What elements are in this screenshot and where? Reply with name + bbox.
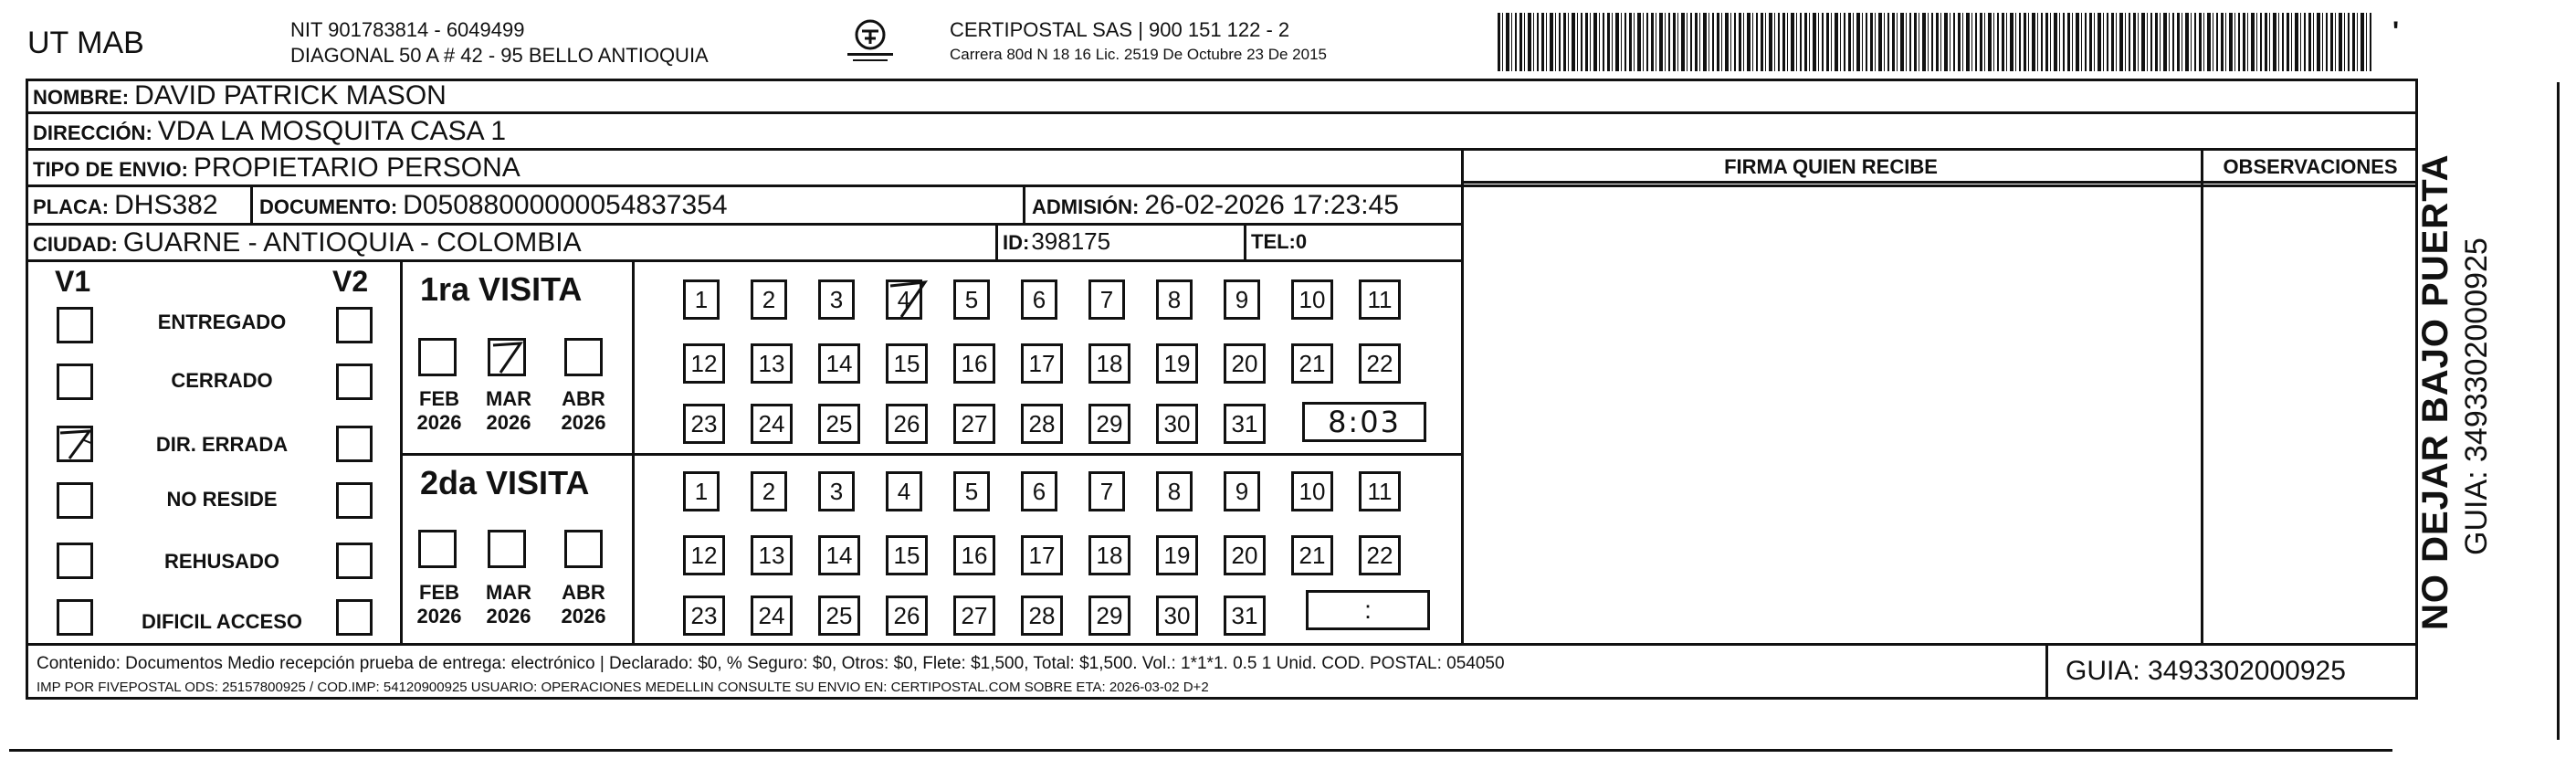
visita2-mar-checkbox[interactable] (488, 530, 526, 568)
footer-line-2: IMP POR FIVEPOSTAL ODS: 25157800925 / COD.IMP: 54120900925 USUARIO: OPERACIONES MEDELLIN CONSULTE SU ENVIO EN: CERTIPOSTAL.COM SOBRE ETA: 2026-03-02 D+2 (37, 680, 1209, 695)
ciudad-value: GUARNE - ANTIOQUIA - COLOMBIA (122, 227, 582, 258)
motivos-right-divider (400, 259, 403, 643)
observaciones-area[interactable] (2204, 184, 2416, 641)
visita2-day-13[interactable] (751, 535, 793, 575)
visita2-day-21[interactable] (1291, 535, 1333, 575)
day-number: 31 (1231, 409, 1258, 437)
entregado-label: ENTREGADO (157, 311, 287, 333)
visita1-day-8[interactable] (1156, 279, 1193, 320)
tipo-label: TIPO DE ENVIO: (33, 158, 188, 181)
visita1-mar-label (477, 387, 541, 435)
day-number: 19 (1163, 541, 1191, 569)
signature-left-divider (1461, 148, 1464, 643)
cerrado-label: CERRADO (171, 369, 273, 392)
day-number: 28 (1028, 409, 1056, 437)
placa-value: DHS382 (114, 190, 218, 220)
visita2-day-26[interactable] (886, 596, 928, 636)
day-number: 11 (1367, 285, 1393, 313)
visita1-day-24[interactable] (751, 404, 793, 444)
certipostal-logo (838, 18, 902, 66)
visita2-day-16[interactable] (953, 535, 995, 575)
tipo-row (33, 153, 520, 184)
day-number: 2 (762, 285, 776, 313)
ciudad-row (33, 227, 582, 258)
day-number: 29 (1096, 601, 1123, 629)
day-number: 18 (1096, 349, 1123, 377)
cerrado-v2-checkbox[interactable] (336, 364, 373, 400)
visita1-day-9[interactable] (1224, 279, 1260, 320)
check-mark-icon (57, 426, 93, 462)
day-number: 10 (1299, 477, 1326, 505)
visita2-feb-label (407, 581, 471, 628)
day-number: 11 (1367, 477, 1393, 505)
visita1-day-1[interactable] (683, 279, 720, 320)
visita2-day-14[interactable] (818, 535, 860, 575)
day-number: 6 (1032, 477, 1046, 505)
row-divider (26, 223, 1463, 226)
visita1-day-31[interactable] (1224, 404, 1266, 444)
day-number: 3 (829, 477, 844, 505)
placa-row (33, 190, 218, 221)
visita2-day-25[interactable] (818, 596, 860, 636)
documento-row (259, 190, 728, 221)
visita1-day-16[interactable] (953, 343, 995, 384)
day-number: 16 (961, 349, 988, 377)
visita2-day-9[interactable] (1224, 471, 1260, 511)
dificil-acceso-v1-checkbox[interactable] (57, 599, 93, 636)
direccion-value: VDA LA MOSQUITA CASA 1 (157, 116, 507, 146)
admision-label: ADMISIÓN: (1032, 195, 1140, 218)
day-number: 22 (1366, 541, 1393, 569)
day-number: 26 (893, 409, 920, 437)
day-number: 9 (1235, 285, 1249, 313)
visita1-day-20[interactable] (1224, 343, 1266, 384)
dificil-acceso-label: DIFICIL ACCESO (141, 610, 302, 633)
day-number: 23 (690, 409, 718, 437)
tel-row (1251, 230, 1307, 254)
nombre-row (33, 80, 447, 111)
day-number: 25 (825, 601, 853, 629)
visita1-day-25[interactable] (818, 404, 860, 444)
documento-value: D05088000000054837354 (403, 190, 728, 220)
tel-value: 0 (1295, 230, 1308, 253)
day-number: 22 (1366, 349, 1393, 377)
visita2-day-20[interactable] (1224, 535, 1266, 575)
visita2-day-23[interactable] (683, 596, 725, 636)
day-number: 23 (690, 601, 718, 629)
observaciones-left-divider (2201, 148, 2203, 643)
visita2-day-12[interactable] (683, 535, 725, 575)
day-number: 7 (1099, 477, 1114, 505)
direccion-row (33, 116, 506, 147)
day-number: 12 (690, 541, 718, 569)
visita2-day-2[interactable] (751, 471, 787, 511)
day-number: 8 (1167, 477, 1182, 505)
visita1-day-18[interactable] (1088, 343, 1130, 384)
rehusado-v2-checkbox[interactable] (336, 543, 373, 579)
month-name: ABR (562, 387, 605, 410)
day-number: 5 (964, 285, 979, 313)
corner-mark: ' (2392, 16, 2400, 47)
day-number: 28 (1028, 601, 1056, 629)
entregado-v1-checkbox[interactable] (57, 307, 93, 343)
visita2-day-28[interactable] (1021, 596, 1063, 636)
day-number: 21 (1299, 349, 1326, 377)
day-number: 31 (1231, 601, 1258, 629)
visita2-day-1[interactable] (683, 471, 720, 511)
visita2-abr-label (552, 581, 615, 628)
visita1-day-30[interactable] (1156, 404, 1198, 444)
visita2-day-5[interactable] (953, 471, 990, 511)
day-number: 30 (1163, 601, 1191, 629)
visita2-day-4[interactable] (886, 471, 922, 511)
footer-guia-divider (2045, 643, 2048, 700)
admision-value: 26-02-2026 17:23:45 (1144, 190, 1399, 220)
visita1-day-14[interactable] (818, 343, 860, 384)
day-number: 9 (1235, 477, 1249, 505)
day-number: 18 (1096, 541, 1123, 569)
barcode-icon (1498, 13, 2372, 71)
no-dejar-bajo-puerta: NO DEJAR BAJO PUERTA (2415, 153, 2455, 630)
cerrado-v1-checkbox[interactable] (57, 364, 93, 400)
visita1-hour-box[interactable] (1302, 402, 1426, 442)
day-number: 10 (1299, 285, 1326, 313)
visita1-day-26[interactable] (886, 404, 928, 444)
day-number: 1 (694, 285, 709, 313)
visita1-day-23[interactable] (683, 404, 725, 444)
direccion-label: DIRECCIÓN: (33, 121, 152, 144)
check-mark-icon (488, 338, 526, 376)
visita1-day-27[interactable] (953, 404, 995, 444)
visita1-day-2[interactable] (751, 279, 787, 320)
footer-line-1: Contenido: Documentos Medio recepción prueba de entrega: electrónico | Declarado: $0, % Seguro: $0, Otros: $0, Flete: $1,500, Total: $1,500. Vol.: 1*1*1. 0.5 1 Unid. COD. POSTAL: 054050 (37, 654, 1505, 673)
day-number: 13 (758, 541, 785, 569)
footer-guia: GUIA: 3493302000925 (2066, 656, 2346, 686)
day-number: 20 (1231, 349, 1258, 377)
visita2-day-8[interactable] (1156, 471, 1193, 511)
visita2-day-29[interactable] (1088, 596, 1130, 636)
day-number: 5 (964, 477, 979, 505)
v1-label: V1 (55, 265, 91, 298)
signature-area[interactable] (1465, 184, 2199, 641)
month-year: 2026 (486, 605, 531, 627)
visita2-day-19[interactable] (1156, 535, 1198, 575)
placa-label: PLACA: (33, 195, 110, 218)
dir-errada-label: DIR. ERRADA (155, 433, 289, 456)
visita2-day-6[interactable] (1021, 471, 1057, 511)
page-shadow-edge (9, 749, 2392, 752)
visita2-feb-checkbox[interactable] (418, 530, 457, 568)
visita2-mar-label (477, 581, 541, 628)
observaciones-label: OBSERVACIONES (2223, 155, 2398, 178)
no-reside-label: NO RESIDE (166, 488, 278, 511)
dir-errada-v1-checkbox[interactable] (57, 426, 93, 462)
company-address: DIAGONAL 50 A # 42 - 95 BELLO ANTIOQUIA (290, 44, 709, 67)
v2-label: V2 (332, 265, 369, 298)
visita1-abr-checkbox[interactable] (564, 338, 603, 376)
day-number: 12 (690, 349, 718, 377)
day-number: 14 (825, 349, 853, 377)
visita2-day-3[interactable] (818, 471, 855, 511)
visita1-abr-label (552, 387, 615, 435)
company-name: UT MAB (27, 26, 144, 60)
visita1-day-13[interactable] (751, 343, 793, 384)
day-number: 17 (1028, 541, 1056, 569)
col-divider (1023, 184, 1025, 223)
visita1-day-10[interactable] (1291, 279, 1333, 320)
day-number: 15 (893, 349, 920, 377)
nombre-label: NOMBRE: (33, 86, 130, 109)
row-divider (26, 643, 2418, 646)
month-year: 2026 (561, 605, 606, 627)
visita1-day-22[interactable] (1359, 343, 1401, 384)
visita1-title: 1ra VISITA (420, 270, 583, 308)
nombre-value: DAVID PATRICK MASON (134, 80, 447, 111)
dificil-acceso-v2-checkbox[interactable] (336, 599, 373, 636)
check-mark-icon (885, 277, 929, 321)
visita1-day-5[interactable] (953, 279, 990, 320)
visita1-feb-checkbox[interactable] (418, 338, 457, 376)
day-number: 2 (762, 477, 776, 505)
no-reside-v2-checkbox[interactable] (336, 482, 373, 519)
id-row (1003, 227, 1110, 256)
day-number: 6 (1032, 285, 1046, 313)
visita2-day-7[interactable] (1088, 471, 1125, 511)
day-number: 27 (961, 601, 988, 629)
id-value: 398175 (1031, 227, 1111, 255)
day-number: 15 (893, 541, 920, 569)
visita1-day-29[interactable] (1088, 404, 1130, 444)
day-number: 13 (758, 349, 785, 377)
month-name: FEB (419, 581, 459, 604)
day-number: 24 (758, 601, 785, 629)
rehusado-v1-checkbox[interactable] (57, 543, 93, 579)
visita1-feb-label (407, 387, 471, 435)
day-number: 17 (1028, 349, 1056, 377)
certipostal-logo-icon (838, 18, 902, 66)
day-number: 27 (961, 409, 988, 437)
month-year: 2026 (561, 411, 606, 434)
signature-header-divider (1461, 181, 2418, 184)
month-name: MAR (485, 387, 532, 410)
visit-split-divider (400, 453, 1461, 456)
admision-row (1032, 190, 1399, 221)
day-number: 20 (1231, 541, 1258, 569)
col-divider (1244, 223, 1246, 259)
day-number: 3 (829, 285, 844, 313)
entregado-v2-checkbox[interactable] (336, 307, 373, 343)
visita1-day-11[interactable] (1359, 279, 1401, 320)
month-name: FEB (419, 387, 459, 410)
no-reside-v1-checkbox[interactable] (57, 482, 93, 519)
row-divider (26, 148, 2418, 151)
id-label: ID: (1003, 231, 1030, 254)
side-guia: GUIA: 3493302000925 (2459, 237, 2494, 555)
row-divider (26, 259, 1463, 262)
rehusado-label: REHUSADO (164, 550, 279, 573)
ciudad-label: CIUDAD: (33, 233, 118, 256)
visita2-day-27[interactable] (953, 596, 995, 636)
visita1-day-19[interactable] (1156, 343, 1198, 384)
col-divider (995, 223, 998, 259)
visita2-day-30[interactable] (1156, 596, 1198, 636)
visita2-day-18[interactable] (1088, 535, 1130, 575)
day-number: 14 (825, 541, 853, 569)
dir-errada-v2-checkbox[interactable] (336, 426, 373, 462)
month-name: ABR (562, 581, 605, 604)
month-year: 2026 (416, 411, 462, 434)
visita2-abr-checkbox[interactable] (564, 530, 603, 568)
tipo-value: PROPIETARIO PERSONA (193, 153, 520, 183)
visita1-day-28[interactable] (1021, 404, 1063, 444)
visita2-title: 2da VISITA (420, 464, 590, 501)
visita2-day-24[interactable] (751, 596, 793, 636)
visita1-day-3[interactable] (818, 279, 855, 320)
visita2-day-31[interactable] (1224, 596, 1266, 636)
carrier-license: Carrera 80d N 18 16 Lic. 2519 De Octubre 23 De 2015 (950, 46, 1327, 63)
visita2-day-11[interactable] (1359, 471, 1401, 511)
month-year: 2026 (486, 411, 531, 434)
day-number: 8 (1167, 285, 1182, 313)
visita2-day-22[interactable] (1359, 535, 1401, 575)
visita1-day-12[interactable] (683, 343, 725, 384)
tel-label: TEL: (1251, 230, 1296, 253)
documento-label: DOCUMENTO: (259, 195, 398, 218)
page-shadow-edge-right (2557, 82, 2560, 740)
carrier-name: CERTIPOSTAL SAS | 900 151 122 - 2 (950, 18, 1290, 41)
day-number: 21 (1299, 541, 1326, 569)
visita2-day-10[interactable] (1291, 471, 1333, 511)
day-number: 29 (1096, 409, 1123, 437)
visita1-day-15[interactable] (886, 343, 928, 384)
month-year: 2026 (416, 605, 462, 627)
day-number: 19 (1163, 349, 1191, 377)
day-number: 30 (1163, 409, 1191, 437)
day-number: 1 (694, 477, 709, 505)
visita1-day-6[interactable] (1021, 279, 1057, 320)
firma-label: FIRMA QUIEN RECIBE (1724, 155, 1938, 178)
visit-title-divider (632, 259, 635, 643)
visita1-day-17[interactable] (1021, 343, 1063, 384)
visita1-hour-value: 8:03 (1328, 405, 1401, 439)
day-number: 16 (961, 541, 988, 569)
row-divider (26, 111, 2418, 114)
day-number: 25 (825, 409, 853, 437)
visita2-day-17[interactable] (1021, 535, 1063, 575)
visita1-day-4[interactable] (886, 279, 922, 320)
day-number: 26 (893, 601, 920, 629)
visita2-hour-box[interactable] (1306, 590, 1430, 630)
visita1-day-7[interactable] (1088, 279, 1125, 320)
visita1-mar-checkbox[interactable] (488, 338, 526, 376)
col-divider (250, 184, 253, 223)
visita1-day-21[interactable] (1291, 343, 1333, 384)
month-name: MAR (485, 581, 532, 604)
visita2-hour-value: : (1364, 596, 1372, 624)
day-number: 7 (1099, 285, 1114, 313)
visita2-day-15[interactable] (886, 535, 928, 575)
day-number: 4 (897, 285, 911, 313)
company-nit: NIT 901783814 - 6049499 (290, 18, 525, 41)
day-number: 4 (897, 477, 911, 505)
day-number: 24 (758, 409, 785, 437)
